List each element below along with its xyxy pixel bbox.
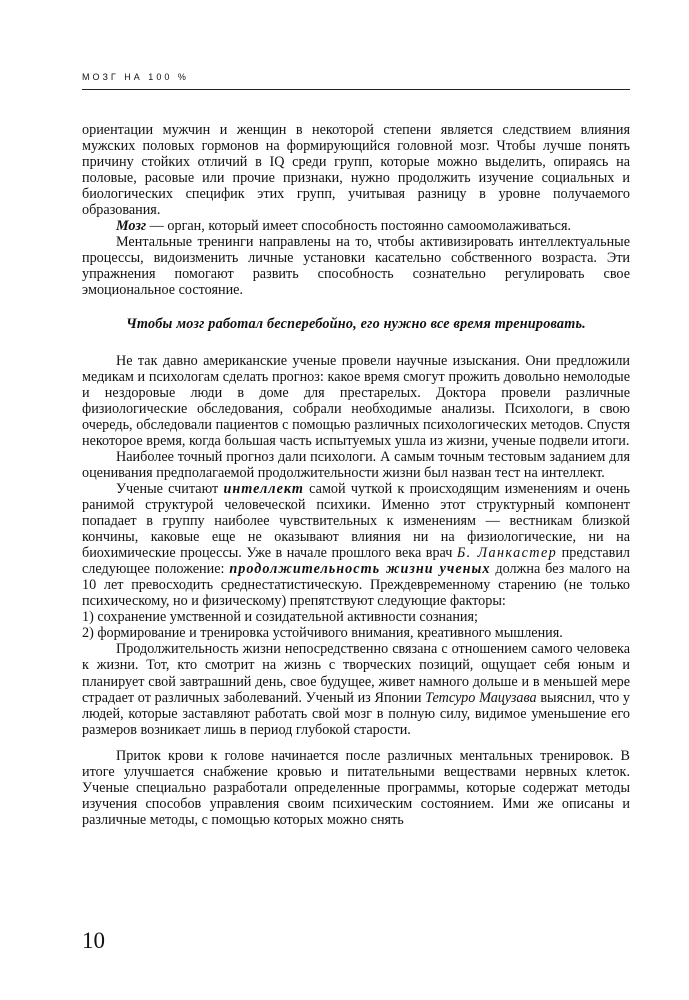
header-rule [82,89,630,90]
paragraph-intellect [82,481,630,609]
lifespan-text-b: выяснил, что у людей, которые заставляют работать свой мозг в полную силу, видимое уменьшение его размеров возникает лишь в период глубокой старости. [82,689,630,738]
paragraph-mental-training: Ментальные тренинги направлены на то, чтобы активизировать интеллектуальные процессы, видоизменить личные установки касательно собственного возраста. Эти упражнения помогают развить способность сознательно регулировать свое эмоциональное состояние. [82,234,630,299]
paragraph-forecast: Наиболее точный прогноз дали психологи. А самым точным тестовым заданием для оценивания предполагаемой продолжительности жизни был назван тест на интеллект. [82,448,630,481]
paragraph-lifespan [82,641,630,737]
intellect-text-b: самой чуткой к происходящим изменениям и очень ранимой структурой человеческой психики. Именно этот структурный компонент попадает в группу наиболее чувствительных к изменениям — вестникам близкой кончины, каковые еще не оказывают влияния ни на физиологические, ни на биохимические процессы. Уже в начале прошлого века врач [82,480,630,562]
paragraph-brain-definition [82,218,630,234]
term-intellect: интеллект [223,480,304,497]
list-item: 1) сохранение умственной и созидательной активности сознания; [82,609,478,626]
paragraph-blood-flow: Приток крови к голове начинается после различных ментальных тренировок. В итоге улучшается снабжение кровью и питательными веществами нервных клеток. Ученые специально разработали определенные программы, которые содержат методы изучения способов управления своим психическим состоянием. Ими же описаны и различные методы, с помощью которых можно снять [82,747,630,828]
intellect-text-c: представил следующее положение: [82,545,630,578]
list-item: 2) формирование и тренировка устойчивого внимания, креативного мышления. [82,625,563,642]
intellect-text-a: Ученые считают [116,480,224,497]
term-scientists-lifespan: продолжительность жизни ученых [229,561,491,578]
paragraph-continued: ориентации мужчин и женщин в некоторой степени является следствием влияния мужских половых гормонов на формирующийся головной мозг. Чтобы лучше понять причину стойких отличий в IQ среди групп, которые можно выделить, опираясь на половые, расовые или прочие признаки, нужно продолжить изучение социальных и биологических специфик этих групп, учитывая разницу в уровне получаемого образования. [82,122,630,219]
name-matsuzawa: Тетсуро Мацузава [425,689,537,706]
name-lancaster: Б. Ланкастер [456,545,558,562]
running-title: МОЗГ НА 100 % [82,72,189,82]
lifespan-text-a: Продолжительность жизни непосредственно связана с отношением самого человека к жизни. Тот, кто смотрит на жизнь с творческих позиций, ощущает себя юным и планирует свой завтрашний день, свое будущее, живет намного дольше и в меньшей мере страдает от различных заболеваний. Ученый из Японии [82,641,630,706]
page-number: 10 [82,928,105,953]
section-subheading: Чтобы мозг работал бесперебойно, его нужно все время тренировать. [126,315,586,332]
paragraph-study: Не так давно американские ученые провели научные изыскания. Они предложили медикам и психологам сделать прогноз: какое время смогут прожить довольно немолодые и нездоровые люди в доме для престарелых. Доктора провели различные физиологические обследования, собрали необходимые анализы. Психологи, в свою очередь, обследовали пациентов с помощью различных психологических методов. Спустя некоторое время, когда большая часть испытуемых ушла из жизни, ученые подвели итоги. [82,352,630,449]
intellect-text-d: должна без малого на 10 лет превосходить среднестатистическую. Преждевременному старению (не только психическому, но и физическому) препятствуют следующие факторы: [82,561,630,610]
term-brain: Мозг [116,218,147,235]
page-body [82,122,630,828]
brain-definition-text: — орган, который имеет способность постоянно самоомолаживаться. [146,218,572,235]
